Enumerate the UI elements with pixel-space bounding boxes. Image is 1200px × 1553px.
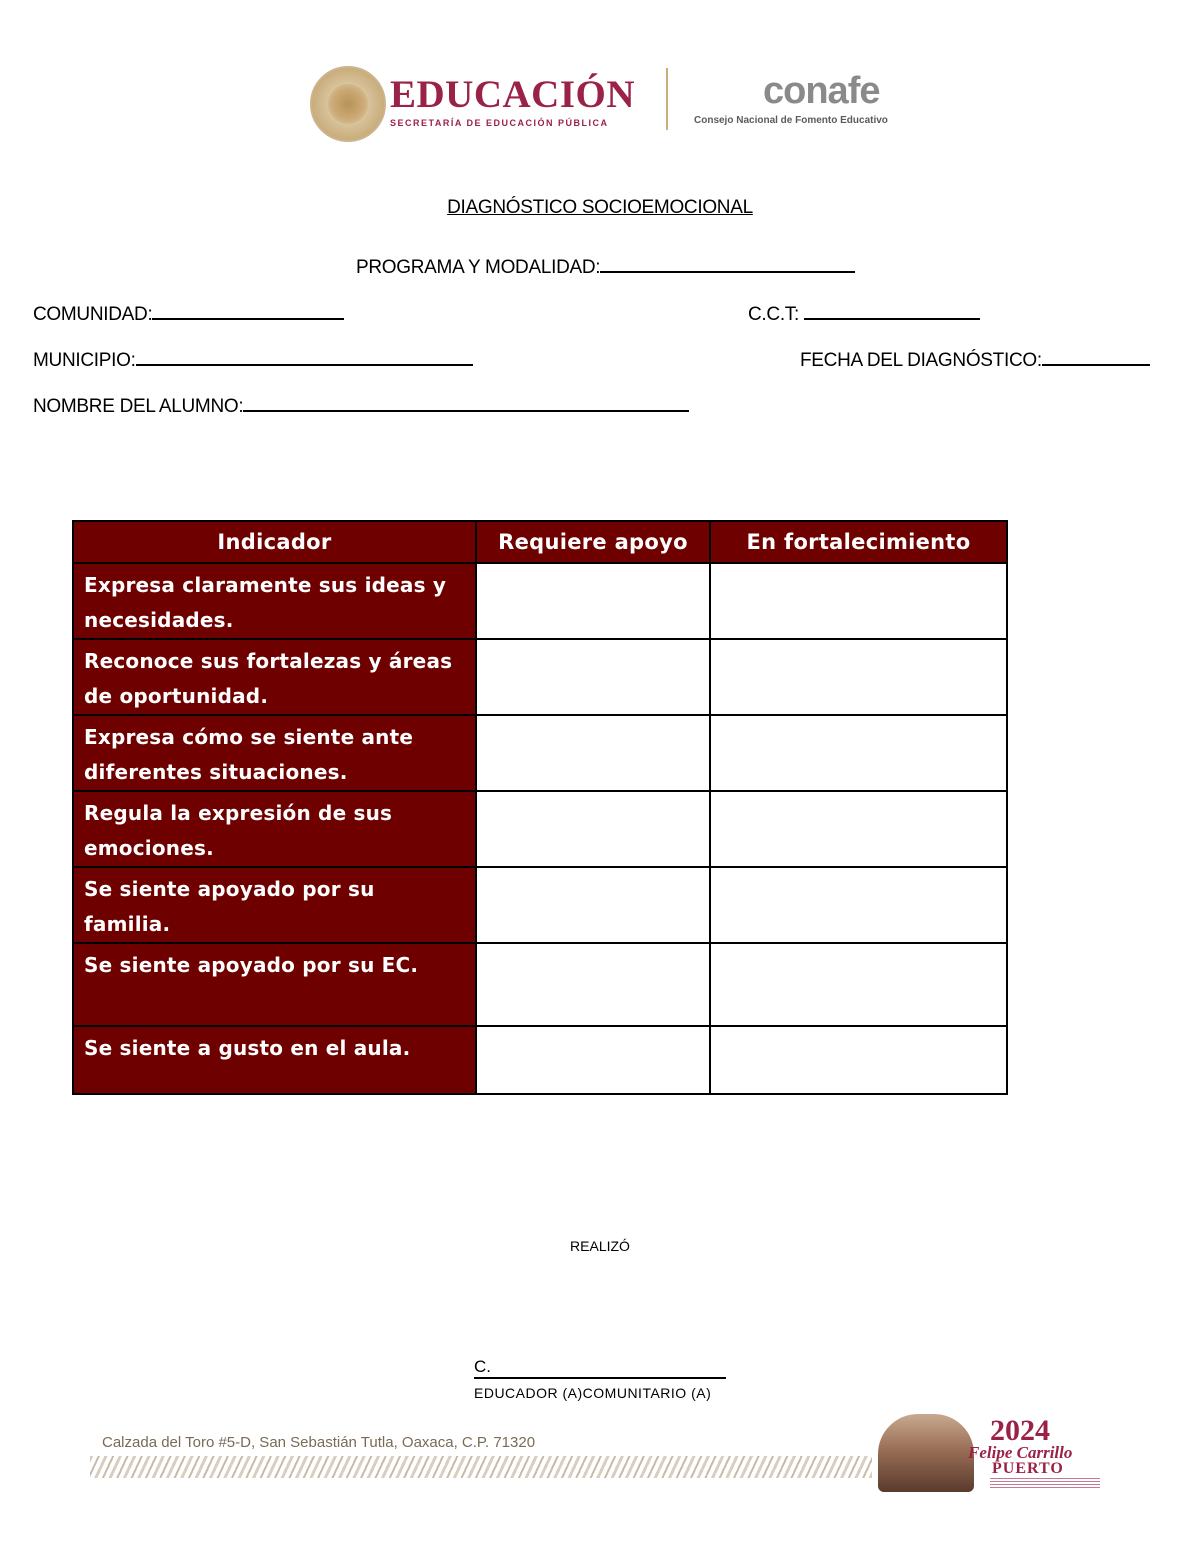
field-municipio-label: MUNICIPIO: [33,350,136,371]
diagnostic-table [72,520,1008,1095]
page-title: DIAGNÓSTICO SOCIOEMOCIONAL [447,197,753,218]
signature-line[interactable] [474,1377,726,1379]
field-cct-line[interactable] [804,300,980,320]
table-row [73,791,1007,867]
footer-decorative-pattern [90,1456,872,1478]
field-nombre-label: NOMBRE DEL ALUMNO: [33,396,244,417]
field-comunidad-label: COMUNIDAD: [33,304,153,325]
indicator-cell: Expresa claramente sus ideas y necesidades. [73,563,476,639]
footer-name-line2: PUERTO [992,1460,1064,1477]
field-programa-label: PROGRAMA Y MODALIDAD: [356,257,601,278]
table-row [73,943,1007,1026]
requiere-apoyo-cell[interactable] [476,791,710,867]
requiere-apoyo-cell[interactable] [476,1026,710,1094]
requiere-apoyo-cell[interactable] [476,639,710,715]
signature-label: EDUCADOR (A)COMUNITARIO (A) [474,1385,712,1401]
portrait-icon [878,1414,974,1492]
en-fortalecimiento-cell[interactable] [710,563,1007,639]
en-fortalecimiento-cell[interactable] [710,715,1007,791]
table-row [73,1026,1007,1094]
column-header-requiere-apoyo: Requiere apoyo [476,521,710,563]
table-row [73,639,1007,715]
table-row [73,563,1007,639]
field-fecha-line[interactable] [1042,346,1150,366]
field-fecha-label: FECHA DEL DIAGNÓSTICO: [800,350,1042,371]
en-fortalecimiento-cell[interactable] [710,1026,1007,1094]
sep-logo-subtitle: SECRETARÍA DE EDUCACIÓN PÚBLICA [390,118,609,128]
field-comunidad-line[interactable] [152,300,344,320]
indicator-cell: Regula la expresión de sus emociones. [73,791,476,867]
logo-divider [666,68,668,130]
field-fecha[interactable] [800,346,1150,372]
footer-address: Calzada del Toro #5-D, San Sebastián Tutla, Oaxaca, C.P. 71320 [102,1434,536,1451]
national-seal-icon [310,66,386,142]
field-cct[interactable] [748,300,980,326]
field-programa[interactable] [356,253,855,279]
en-fortalecimiento-cell[interactable] [710,867,1007,943]
indicator-cell: Reconoce sus fortalezas y áreas de oportunidad. [73,639,476,715]
conafe-logo-text: conafe [763,70,880,112]
table-row [73,867,1007,943]
footer-small-text-icon [990,1478,1100,1488]
column-header-indicador: Indicador [73,521,476,563]
field-municipio[interactable] [33,346,473,372]
indicator-cell: Se siente apoyado por su EC. [73,943,476,1026]
column-header-en-fortalecimiento: En fortalecimiento [710,521,1007,563]
field-comunidad[interactable] [33,300,344,326]
table-row [73,715,1007,791]
en-fortalecimiento-cell[interactable] [710,791,1007,867]
realizo-label: REALIZÓ [570,1238,630,1254]
indicator-cell: Se siente apoyado por su familia. [73,867,476,943]
en-fortalecimiento-cell[interactable] [710,943,1007,1026]
requiere-apoyo-cell[interactable] [476,563,710,639]
indicator-cell: Se siente a gusto en el aula. [73,1026,476,1094]
requiere-apoyo-cell[interactable] [476,715,710,791]
sep-logo-text: EDUCACIÓN [390,73,636,116]
indicator-cell: Expresa cómo se siente ante diferentes situaciones. [73,715,476,791]
requiere-apoyo-cell[interactable] [476,943,710,1026]
table-header-row [73,521,1007,563]
en-fortalecimiento-cell[interactable] [710,639,1007,715]
header-logos [310,66,910,140]
signature-prefix: C. [474,1357,491,1376]
conafe-logo-subtitle: Consejo Nacional de Fomento Educativo [694,115,888,126]
footer-year: 2024 [990,1414,1050,1447]
requiere-apoyo-cell[interactable] [476,867,710,943]
footer-name-line1: Felipe Carrillo [968,1443,1073,1462]
field-nombre[interactable] [33,392,689,418]
field-programa-line[interactable] [600,253,855,273]
field-municipio-line[interactable] [136,346,473,366]
field-nombre-line[interactable] [243,392,689,412]
field-cct-label: C.C.T: [748,304,799,325]
